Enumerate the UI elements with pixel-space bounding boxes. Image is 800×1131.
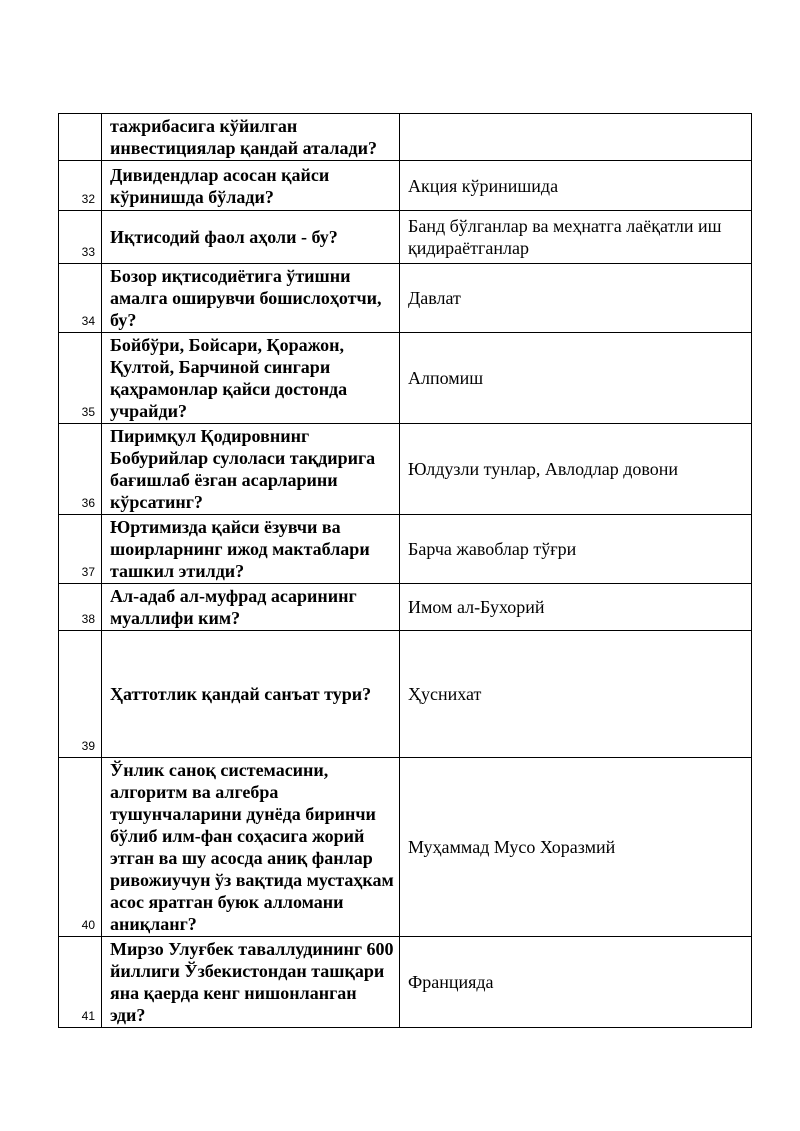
qa-table [58, 113, 752, 1028]
table-row [59, 161, 752, 211]
answer-cell: Акция кўринишида [400, 161, 752, 211]
table-row [59, 333, 752, 424]
question-cell: Бойбўри, Бойсари, Қоражон, Қултой, Барчиной сингари қаҳрамонлар қайси достонда учрайди? [102, 333, 400, 424]
question-cell: Ўнлик саноқ системасини, алгоритм ва алгебра тушунчаларини дунёда биринчи бўлиб илм-фан соҳасига жорий этган ва шу асосда аниқ фанлар ривожиучун ўз вақтида мустаҳкам асос яратган буюк алломани аниқланг? [102, 758, 400, 937]
question-cell: Ҳаттотлик қандай санъат тури? [102, 631, 400, 758]
answer-cell: Алпомиш [400, 333, 752, 424]
table-row [59, 515, 752, 584]
table-row [59, 584, 752, 631]
question-cell: Пиримқул Қодировнинг Бобурийлар сулоласи тақдирига бағишлаб ёзган асарларини кўрсатинг? [102, 424, 400, 515]
row-number: 32 [59, 161, 102, 211]
question-cell: тажрибасига кўйилган инвестициялар қандай аталади? [102, 114, 400, 161]
row-number [59, 114, 102, 161]
answer-cell: Францияда [400, 937, 752, 1028]
question-cell: Дивидендлар асосан қайси кўринишда бўлади? [102, 161, 400, 211]
answer-cell: Давлат [400, 264, 752, 333]
row-number: 41 [59, 937, 102, 1028]
row-number: 35 [59, 333, 102, 424]
answer-cell: Банд бўлганлар ва меҳнатга лаёқатли иш қидираётганлар [400, 211, 752, 264]
table-row [59, 758, 752, 937]
question-cell: Иқтисодий фаол аҳоли - бу? [102, 211, 400, 264]
row-number: 37 [59, 515, 102, 584]
answer-cell: Юлдузли тунлар, Авлодлар довони [400, 424, 752, 515]
table-row [59, 937, 752, 1028]
table-row [59, 114, 752, 161]
row-number: 38 [59, 584, 102, 631]
answer-cell: Имом ал-Бухорий [400, 584, 752, 631]
answer-cell [400, 114, 752, 161]
table-row [59, 264, 752, 333]
question-cell: Ал-адаб ал-муфрад асарининг муаллифи ким? [102, 584, 400, 631]
answer-cell: Муҳаммад Мусо Хоразмий [400, 758, 752, 937]
row-number: 34 [59, 264, 102, 333]
row-number: 39 [59, 631, 102, 758]
table-row [59, 631, 752, 758]
answer-cell: Барча жавоблар тўғри [400, 515, 752, 584]
table-row [59, 424, 752, 515]
question-cell: Бозор иқтисодиётига ўтишни амалга оширувчи бошислоҳотчи, бу? [102, 264, 400, 333]
row-number: 40 [59, 758, 102, 937]
row-number: 36 [59, 424, 102, 515]
answer-cell: Ҳуснихат [400, 631, 752, 758]
question-cell: Мирзо Улуғбек таваллудининг 600 йиллиги Ўзбекистондан ташқари яна қаерда кенг нишонланган эди? [102, 937, 400, 1028]
question-cell: Юртимизда қайси ёзувчи ва шоирларнинг ижод мактаблари ташкил этилди? [102, 515, 400, 584]
row-number: 33 [59, 211, 102, 264]
table-row [59, 211, 752, 264]
